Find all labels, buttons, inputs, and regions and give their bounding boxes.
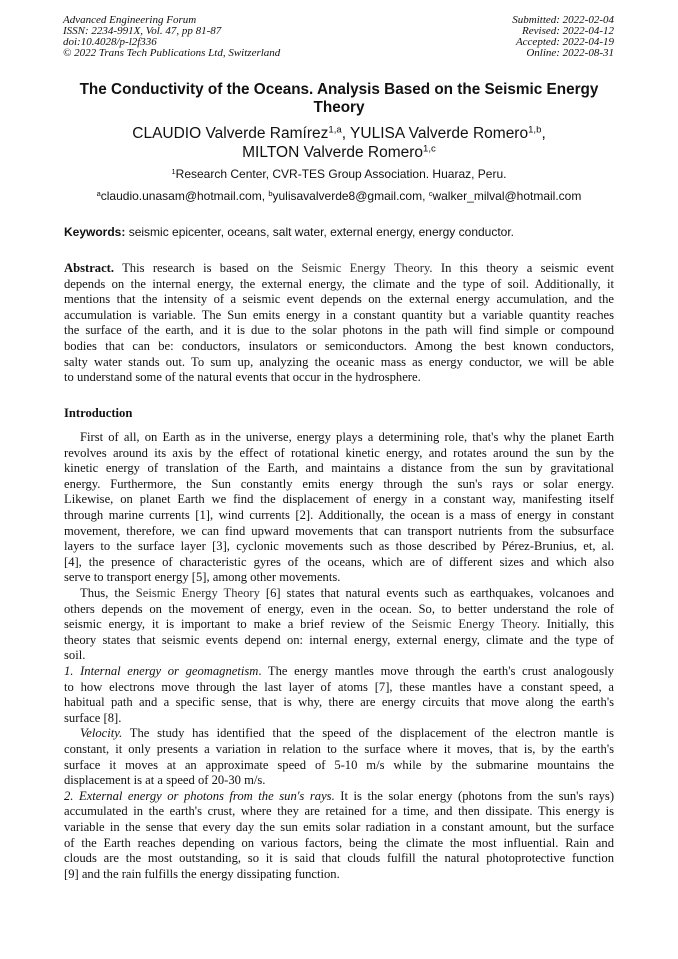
theory-link[interactable]: Seismic Energy Theory (301, 261, 430, 275)
text-segment: seismic energy, it is important to make a brief review of the (64, 617, 412, 632)
text-segment: revolves around its axis by the effect of rotational kinetic energy, and rotates around the sun by the (64, 445, 614, 460)
text-segment: displacement is at a speed of 20-30 m/s. (64, 773, 266, 788)
text-segment: It is the solar energy (photons from the sun's rays) (334, 788, 615, 803)
email-sup: c (428, 188, 433, 198)
paper-title (40, 81, 638, 117)
text-line (80, 726, 614, 740)
text-line (64, 339, 614, 353)
text-segment: variable in the sense that every day the sun emits solar radiation in a constant amount, but the surface (64, 820, 614, 834)
author-name: YULISA Valverde Romero (350, 125, 529, 142)
text-segment: 2. External energy or photons from the sun's rays. (64, 788, 335, 803)
text-line (64, 836, 614, 850)
text-segment: accumulation is variable. The Sun emits energy in a constant quantity but a variable quantity reaches (64, 307, 614, 322)
journal-info (63, 15, 280, 59)
text-segment: through marine currents [1], wind currents [2]. Additionally, the ocean is a mass of energy in constant (64, 508, 614, 522)
text-segment: constant, it only presents a variation in relation to the surface where it moves, that is, by the earth's (64, 742, 614, 756)
author-sup: 1,b (528, 124, 542, 136)
text-segment: Abstract. (64, 261, 115, 275)
theory-link[interactable]: Seismic Energy Theory (411, 617, 537, 632)
email-sup: b (268, 188, 273, 198)
text-segment: [9] and the rain fulfills the energy dissipating function. (64, 866, 340, 881)
text-line (64, 508, 614, 522)
title-line: Theory (313, 99, 365, 116)
text-segment: 1. Internal energy or geomagnetism (64, 664, 259, 678)
text-line (64, 711, 614, 725)
text-segment: movement, therefore, we can find upward movements that can transport nutrients from the subsurface (64, 523, 614, 538)
text-line (64, 695, 614, 709)
text-segment: salty water stands out. To sum up, analyzing the oceanic mass as energy conductor, we will be able (64, 354, 614, 369)
text-segment: others depends on the movement of energy, even in the ocean. So, to better understand the role of (64, 601, 614, 616)
revised-date: Revised: 2022-04-12 (522, 25, 614, 37)
text-segment: This research is based on the (114, 261, 302, 275)
text-segment: depends on the internal energy, the external energy, the climate and the type of soil. Additionally, it (64, 276, 614, 291)
text-segment: kinetic energy of translation of the Earth, and maintains a distance from the sun by gravitational (64, 461, 614, 476)
text-segment: The study has identified that the speed of the displacement of the electron mantle is (122, 726, 614, 741)
title-line: The Conductivity of the Oceans. Analysis Based on the Seismic Energy (79, 81, 599, 98)
affiliation-sup: 1 (171, 166, 176, 176)
text-line (64, 492, 614, 506)
journal-name: Advanced Engineering Forum (63, 14, 197, 26)
email-sup: a (96, 188, 101, 198)
text-segment: clouds are the most outstanding, so it is said that clouds fulfill the natural photoprotective function (64, 851, 614, 866)
text-segment: theory states that seismic events depend on: internal energy, external energy, climate and the type of (64, 632, 614, 647)
text-segment: layers to the surface layer [3], cyclonic movements such as those described by Pérez-Brunius, et, al. (64, 539, 614, 554)
text-segment: surface it moves at an approximate speed of 5-10 m/s while by the submarine mountains the (64, 757, 614, 772)
keywords-label: Keywords: (64, 225, 126, 239)
text-line (64, 570, 614, 584)
text-segment: accumulated in the earth's crust, where they are retained for a time, and then dissipate. This energy is (64, 804, 614, 819)
text-line (64, 261, 614, 275)
text-segment: surface [8]. (64, 710, 122, 725)
author-sup: 1,a (328, 124, 342, 136)
text-segment: [6] states that natural events such as earthquakes, volcanoes and (259, 586, 614, 600)
doi: doi:10.4028/p-l2f336 (63, 36, 157, 48)
text-segment: Thus, the (80, 586, 136, 600)
author-sup: 1,c (423, 143, 436, 155)
text-segment: serve to transport energy [5], among other movements. (64, 570, 341, 585)
text-line (64, 477, 614, 491)
text-line (64, 617, 614, 631)
accepted-date: Accepted: 2022-04-19 (515, 36, 614, 48)
text-segment: of the Earth reaches depending on various factors, being the climate the most influential. Rain and (64, 835, 614, 850)
text-line (64, 355, 614, 369)
affiliation-text: Research Center, CVR-TES Group Association. Huaraz, Peru. (175, 167, 507, 181)
text-line (64, 664, 614, 678)
copyright: © 2022 Trans Tech Publications Ltd, Switzerland (63, 47, 281, 59)
text-line (64, 820, 614, 834)
author-name: MILTON Valverde Romero (242, 144, 424, 161)
text-segment: . The energy mantles move through the earth's crust analogously (258, 664, 615, 678)
text-line (64, 323, 614, 337)
online-date: Online: 2022-08-31 (526, 47, 614, 59)
text-line (64, 773, 614, 787)
authors: CLAUDIO Valverde Ramírez$^{1,a}$, YULISA Valverde Romero$^{1,b}$, MILTON Valverde Romero$^{1,c}$ (132, 124, 546, 161)
text-line (64, 277, 614, 291)
text-line (64, 461, 614, 475)
text-line (64, 633, 614, 647)
keywords (64, 225, 514, 239)
affiliation (40, 167, 638, 181)
submitted-date: Submitted: 2022-02-04 (512, 14, 614, 26)
text-line (64, 555, 614, 569)
text-line (64, 851, 614, 865)
text-line (64, 308, 614, 322)
author-name: CLAUDIO Valverde Ramírez (132, 125, 329, 142)
text-segment: First of all, on Earth as in the universe, energy plays a determining role, that's why the planet Earth (80, 430, 614, 444)
email-link[interactable]: yulisavalverde8@gmail.com, (272, 189, 429, 203)
text-segment: Likewise, on planet Earth we find the displacement of energy in a constant way, manifesting itself (64, 492, 614, 507)
text-line (64, 680, 614, 694)
text-segment: soil. (64, 648, 86, 663)
email-link[interactable]: claudio.unasam@hotmail.com, (100, 189, 269, 203)
text-segment: mentions that the intensity of a seismic event depends on the external energy accumulation, and the (64, 292, 614, 307)
emails (40, 189, 638, 203)
text-segment: the surface of the earth, and it is due to the solar photons in the path will find simple or compound (64, 323, 614, 338)
text-line (80, 586, 614, 600)
text-line (64, 292, 614, 306)
section-heading-introduction: Introduction (64, 406, 133, 420)
text-segment: . Initially, this (536, 617, 615, 632)
text-line (64, 602, 614, 616)
text-line (64, 370, 614, 384)
text-segment: to how electrons move through the last layer of atoms [7], these mantles have a constant speed, a (64, 679, 614, 694)
keywords-text: seismic epicenter, oceans, salt water, external energy, energy conductor. (125, 225, 515, 239)
text-segment: Velocity. (80, 726, 123, 741)
text-segment: habitual path and a specific sense, that is why, there are energy circuits that move along the earth's (64, 695, 614, 710)
text-line (64, 789, 614, 803)
text-segment: [4], the presence of characteristic gyres of the oceans, which are of different sizes and which also (64, 554, 614, 569)
text-segment: to understand some of the natural events that occur in the hydrosphere. (64, 370, 421, 385)
text-segment: bodies that can be: conductors, insulators or semiconductors. Among the best known conductors, (64, 339, 614, 353)
text-line (64, 539, 614, 553)
theory-link[interactable]: Seismic Energy Theory (135, 586, 260, 600)
email-link[interactable]: walker_milval@hotmail.com (432, 189, 582, 203)
text-line (64, 524, 614, 538)
publication-dates (512, 15, 614, 59)
text-line (64, 742, 614, 756)
issn: ISSN: 2234-991X, Vol. 47, pp 81-87 (63, 25, 222, 37)
text-line (64, 648, 614, 662)
text-line (64, 758, 614, 772)
text-line (64, 446, 614, 460)
text-segment: . In this theory a seismic event (429, 261, 614, 275)
text-line (80, 430, 614, 444)
text-line (64, 804, 614, 818)
text-line (64, 867, 614, 881)
text-segment: energy. Furthermore, the Sun constantly emits energy through the sun's rays or solar energy. (64, 476, 614, 491)
